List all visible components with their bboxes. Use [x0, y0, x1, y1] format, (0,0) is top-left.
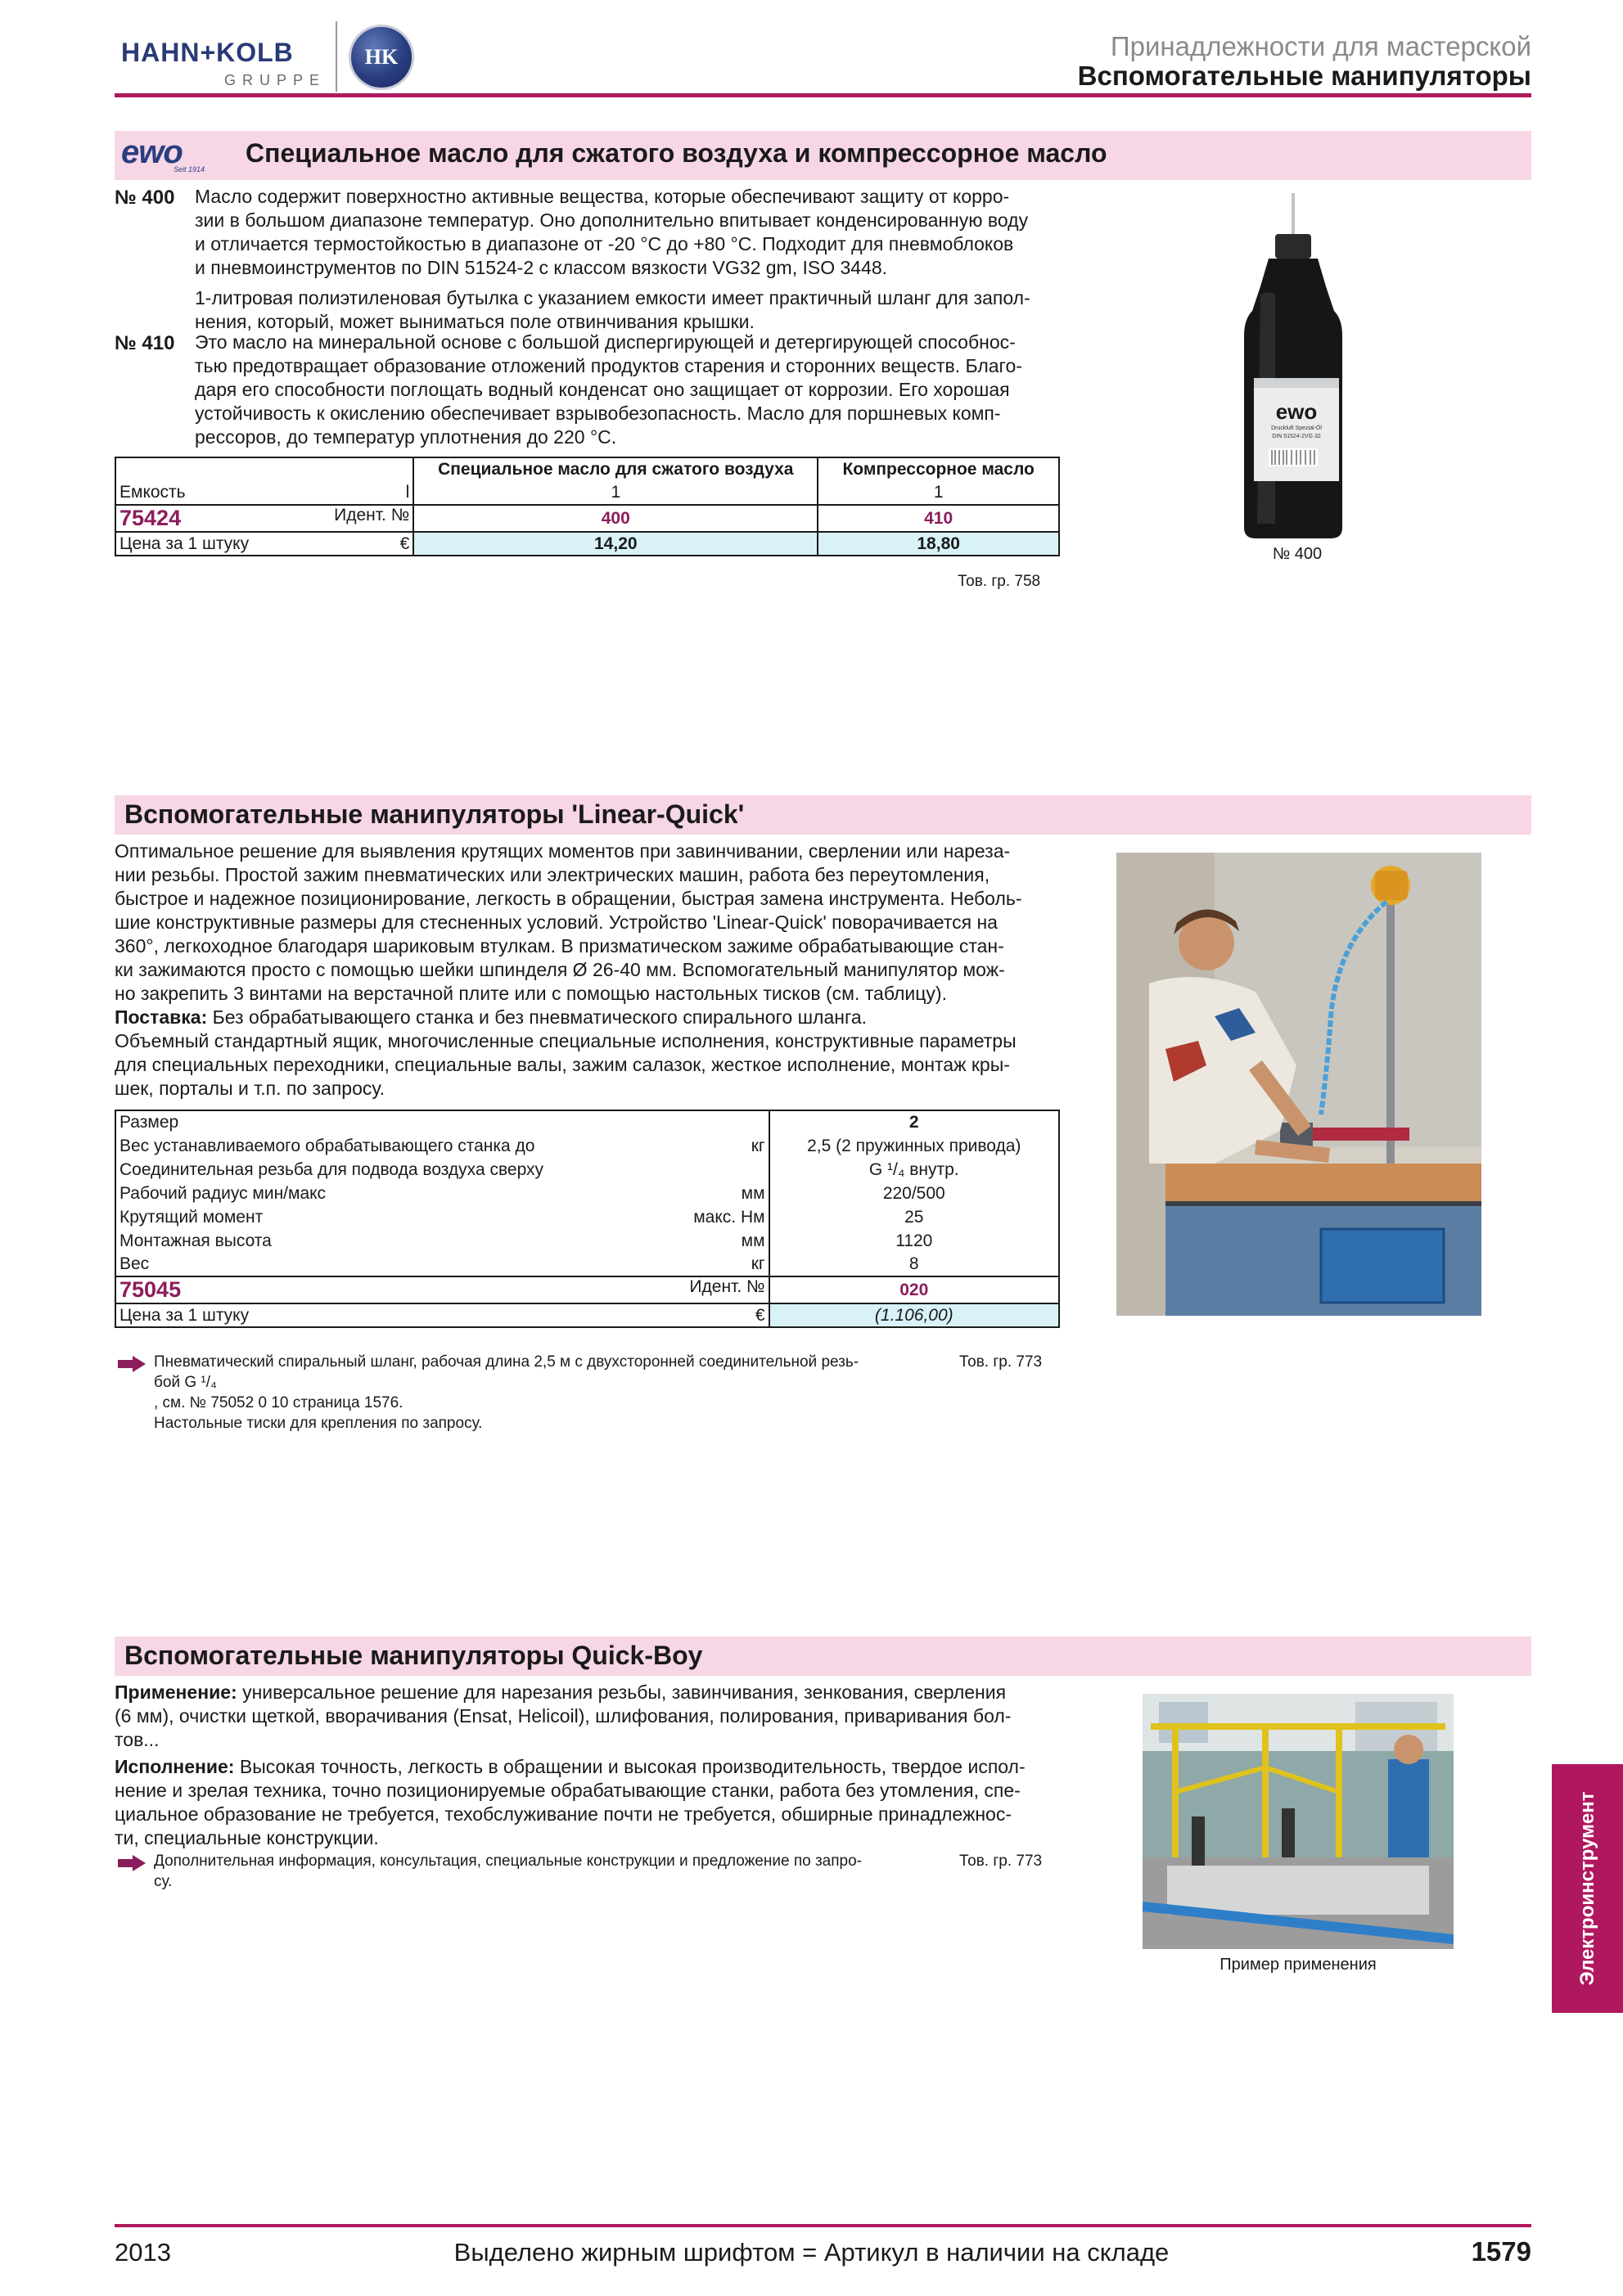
spec-label: Крутящий момент	[119, 1207, 264, 1227]
table-cell	[115, 1134, 769, 1158]
delivery-label: Поставка:	[115, 1006, 208, 1028]
item-number-400: № 400	[115, 187, 175, 209]
table-cell	[115, 532, 413, 556]
spec-value: 2	[769, 1110, 1059, 1134]
text-line: быстрое и надежное позиционирование, легкость в обращении, быстрая замена инструмента. Неболь-	[115, 888, 1022, 909]
text-line: Оптимальное решение для выявления крутящих моментов при завинчивании, сверлении или нареза-	[115, 840, 1011, 862]
spec-value: G ¹/₄ внутр.	[769, 1158, 1059, 1182]
logo-divider	[336, 21, 337, 92]
spec-unit: кг	[751, 1254, 765, 1273]
header-subcategory: Вспомогательные манипуляторы	[1077, 61, 1531, 91]
factory-photo-icon	[1143, 1694, 1454, 1949]
table-cell	[115, 1303, 769, 1327]
table-row	[115, 1276, 1059, 1303]
text-line: Настольные тиски для крепления по запросу.	[154, 1415, 483, 1432]
spec-value: 1120	[769, 1229, 1059, 1253]
footer-note: Выделено жирным шрифтом = Артикул в наличии на складе	[453, 2238, 1170, 2267]
spec-value: 8	[769, 1253, 1059, 1276]
table-cell	[115, 1229, 769, 1253]
ident-number: 400	[413, 505, 818, 532]
brand-emblem-icon	[349, 25, 414, 90]
text-line: шие конструктивные размеры для стесненных условий. Устройство 'Linear-Quick' поворачивается на	[115, 912, 998, 933]
text-line: рессоров, до температур уплотнения до 220 °C.	[195, 426, 617, 448]
table-row	[115, 1134, 1059, 1158]
article-number: 75424	[119, 506, 182, 530]
oil-bottle-image	[1211, 188, 1383, 540]
spec-label: Монтажная высота	[119, 1231, 272, 1250]
ident-label: Идент. №	[334, 506, 410, 524]
table-cell	[115, 1276, 769, 1303]
text-line: Это масло на минеральной основе с большой диспергирующей и детергирующей способнос-	[195, 331, 1016, 353]
column-header: Компрессорное масло	[818, 457, 1059, 481]
table-row	[115, 481, 1059, 505]
linear-quick-spec-table	[115, 1110, 1060, 1328]
application-text: универсальное решение для нарезания резьбы, завинчивания, зенкования, сверления	[237, 1681, 1007, 1703]
table-cell	[115, 1205, 769, 1229]
text-line	[115, 1681, 1064, 1704]
spec-unit: мм	[741, 1183, 765, 1203]
quick-boy-image-caption: Пример применения	[1220, 1956, 1377, 1974]
table-row	[115, 457, 1059, 481]
price-label: Цена за 1 штуку	[119, 1305, 250, 1325]
text-line: 1-литровая полиэтиленовая бутылка с указанием емкости имеет практичный шланг для запол-	[195, 287, 1030, 308]
table-cell: 1	[818, 481, 1059, 505]
spec-label: Рабочий радиус мин/макс	[119, 1183, 327, 1203]
spec-unit: мм	[741, 1231, 765, 1250]
text-line: ки зажимаются просто с помощью шейки шпинделя Ø 26-40 мм. Вспомогательный манипулятор мож-	[115, 959, 1005, 980]
oil-bottle-icon	[1211, 188, 1383, 540]
table-cell	[115, 481, 413, 505]
ewo-logo-tag: Seit 1914	[174, 165, 205, 173]
section-title-linear-quick: Вспомогательные манипуляторы 'Linear-Quick'	[124, 799, 745, 829]
brand-logo	[121, 18, 416, 92]
item-number-410: № 410	[115, 332, 175, 354]
text-line: , см. № 75052 0 10 страница 1576.	[154, 1394, 403, 1411]
workshop-photo-icon	[1116, 853, 1481, 1316]
capacity-label: Емкость	[119, 483, 186, 502]
quick-boy-note	[154, 1851, 940, 1892]
linear-quick-description	[115, 840, 1064, 1101]
table-row	[115, 1205, 1059, 1229]
article-number: 75045	[119, 1277, 182, 1302]
application-label: Применение:	[115, 1681, 237, 1703]
table-cell	[115, 505, 413, 532]
price-unit: €	[399, 533, 410, 553]
design-text: Высокая точность, легкость в обращении и высокая производительность, твердое испол-	[234, 1756, 1026, 1777]
brand-emblem-text: HK	[364, 45, 399, 69]
quick-boy-photo	[1143, 1694, 1454, 1949]
table-cell: 1	[413, 481, 818, 505]
delivery-text: Без обрабатывающего станка и без пневматического спирального шланга.	[207, 1006, 868, 1028]
text-line: и отличается термостойкостью в диапазоне от -20 °C до +80 °C. Подходит для пневмоблоков	[195, 233, 1014, 254]
text-line: Пневматический спиральный шланг, рабочая длина 2,5 м с двухсторонней соединительной резь-	[154, 1353, 859, 1371]
price-value: 18,80	[818, 532, 1059, 556]
column-header: Специальное масло для сжатого воздуха	[413, 457, 818, 481]
price-value: 14,20	[413, 532, 818, 556]
text-line: устойчивость к окислению обеспечивает взрывобезопасность. Масло для поршневых комп-	[195, 403, 1001, 424]
spec-label: Размер	[119, 1113, 179, 1132]
spec-value: 2,5 (2 пружинных привода)	[769, 1134, 1059, 1158]
text-line: 360°, легкоходное благодаря шариковым втулкам. В призматическом зажиме обрабатывающие стан-	[115, 935, 1004, 957]
table-row	[115, 532, 1059, 556]
design-label: Исполнение:	[115, 1756, 235, 1777]
product-group: Тов. гр. 758	[958, 573, 1041, 590]
table-row	[115, 1253, 1059, 1276]
page-number: 1579	[1471, 2236, 1531, 2267]
table-cell	[115, 457, 413, 481]
text-line	[115, 1755, 1064, 1779]
linear-quick-note	[154, 1352, 940, 1434]
spec-label: Вес	[119, 1254, 150, 1273]
text-line: (6 мм), очистки щеткой, вворачивания (Ensat, Helicoil), шлифования, полирования, приваривания бол-	[115, 1705, 1012, 1727]
header-category: Принадлежности для мастерской	[1110, 31, 1531, 61]
spec-unit: макс. Нм	[693, 1207, 765, 1227]
ewo-logo-text: ewo	[121, 134, 183, 170]
text-line: Объемный стандартный ящик, многочисленные специальные исполнения, конструктивные параметры	[115, 1030, 1017, 1051]
table-row	[115, 505, 1059, 532]
text-line: бой G ¹/₄	[154, 1374, 217, 1391]
table-row	[115, 1303, 1059, 1327]
text-line: Масло содержит поверхностно активные вещества, которые обеспечивают защиту от корро-	[195, 186, 1010, 207]
product-group: Тов. гр. 773	[959, 1853, 1043, 1870]
table-row	[115, 1182, 1059, 1205]
text-line: для специальных переходники, специальные валы, зажим салазок, жесткое исполнение, монтаж кры-	[115, 1054, 1010, 1075]
text-line: су.	[154, 1873, 173, 1890]
text-line: зии в большом диапазоне температур. Оно дополнительно впитывает конденсированную воду	[195, 209, 1029, 231]
arrow-right-icon	[116, 1854, 147, 1872]
text-line: даря его способности поглощать водный конденсат оно защищает от коррозии. Его хорошая	[195, 379, 1010, 400]
table-cell	[115, 1253, 769, 1276]
table-row	[115, 1229, 1059, 1253]
product-group: Тов. гр. 773	[959, 1353, 1043, 1371]
ident-number: 020	[769, 1276, 1059, 1303]
spec-label: Вес устанавливаемого обрабатывающего станка до	[119, 1136, 535, 1155]
spec-label: Соединительная резьба для подвода воздуха сверху	[119, 1159, 544, 1179]
item-410-description	[195, 331, 1062, 449]
oil-image-caption: № 400	[1272, 545, 1323, 563]
table-row	[115, 1158, 1059, 1182]
ewo-logo	[121, 136, 211, 175]
footer-year: 2013	[115, 2238, 171, 2267]
bottle-label-line1: Druckluft Spezial-Öl	[1271, 425, 1322, 431]
delivery-line	[115, 1006, 1064, 1029]
table-cell	[115, 1182, 769, 1205]
price-value: (1.106,00)	[769, 1303, 1059, 1327]
brand-name: HAHN+KOLB	[121, 38, 294, 67]
chapter-tab[interactable]	[1552, 1764, 1623, 2013]
text-line: тов...	[115, 1729, 160, 1750]
text-line: нии резьбы. Простой зажим пневматических или электрических машин, работа без переутомления,	[115, 864, 990, 885]
brand-sub: GRUPPE	[224, 72, 327, 88]
footer-rule	[115, 2224, 1531, 2227]
text-line: шек, порталы и т.п. по запросу.	[115, 1078, 385, 1099]
text-line: тью предотвращает образование отложений продуктов старения и сторонних веществ. Благо-	[195, 355, 1022, 376]
text-line: нение и зрелая техника, точно позиционируемые обрабатывающие станки, работа без утомления, спе-	[115, 1780, 1021, 1801]
linear-quick-photo	[1116, 853, 1481, 1316]
table-row	[115, 1110, 1059, 1134]
oil-product-table	[115, 457, 1060, 556]
item-400-description	[195, 185, 1062, 334]
spec-value: 25	[769, 1205, 1059, 1229]
spec-value: 220/500	[769, 1182, 1059, 1205]
text-line: циальное образование не требуется, техобслуживание почти не требуется, обширные принадлежнос-	[115, 1803, 1012, 1825]
section-title-quick-boy: Вспомогательные манипуляторы Quick-Boy	[124, 1641, 703, 1670]
ident-label: Идент. №	[689, 1277, 765, 1296]
section-title-oil: Специальное масло для сжатого воздуха и компрессорное масло	[246, 138, 1107, 168]
bottle-label-line2: DIN 51524-2VG 32	[1272, 434, 1321, 439]
text-line: и пневмоинструментов по DIN 51524-2 с классом вязкости VG32 gm, ISO 3448.	[195, 257, 888, 278]
text-line: Дополнительная информация, консультация, специальные конструкции и предложение по запро-	[154, 1853, 862, 1870]
chapter-tab-label: Электроинструмент	[1576, 1791, 1598, 1986]
capacity-unit: l	[405, 483, 410, 502]
text-line: но закрепить 3 винтами на верстачной плите или с помощью настольных тисков (см. таблицу).	[115, 983, 947, 1004]
price-unit: €	[755, 1305, 765, 1325]
price-label: Цена за 1 штуку	[119, 533, 250, 553]
spec-unit: кг	[751, 1136, 765, 1155]
quick-boy-description	[115, 1681, 1064, 1850]
text-line: нения, который, может выниматься поле отвинчивания крышки.	[195, 311, 755, 332]
bottle-label-brand: ewo	[1275, 399, 1318, 424]
header-rule	[115, 93, 1531, 97]
ident-number: 410	[818, 505, 1059, 532]
arrow-right-icon	[116, 1355, 147, 1373]
text-line: ти, специальные конструкции.	[115, 1827, 379, 1848]
